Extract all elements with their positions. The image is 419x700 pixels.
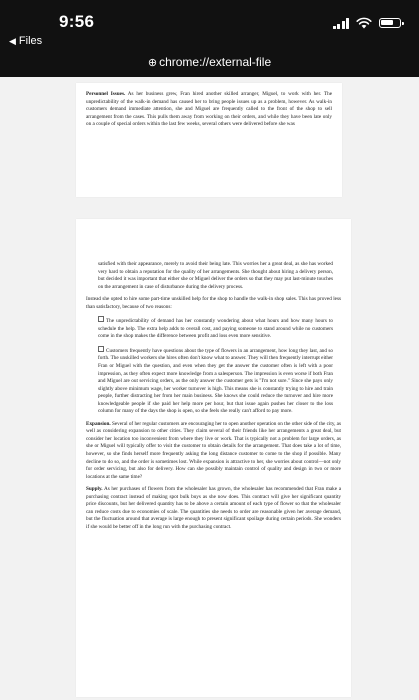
back-to-files-button[interactable] (9, 35, 42, 47)
cellular-signal-icon (333, 18, 350, 29)
paragraph-supply: Supply. As her purchases of flowers from the wholesaler has grown, the wholesaler has recommended that Fran make a purchasing contract instead of making spot bulk buys as she now does. This contract will give her significant quantity price discounts, but her delivered quantity has to be above a certain amount of each type of flower so that the wholesaler can reduce costs due to economies of scale. The quantities she needs to order are reasonable given her average demand, but the fluctuation around that average is large enough to present significant spoilage during certain periods. She wonders if she would be better off in the long run with the purchasing contract. (86, 486, 341, 530)
paragraph-expansion: Expansion. Several of her regular customers are encouraging her to open another operation on the other side of the city, as well as considering expansion to other cities. They claim several of their friends like her arrangements a great deal, but consider her location too inconvenient from where they live or work. That is typically not a problem for large orders, as she or Miguel will typically offer to visit the customer to obtain details for the arrangement. That does take a lot of time, however, so she finds herself more frequently asking the long distance customer to come to the shop if possible. Many decline to do so, and the order is sometimes lost. While expansion is attractive to her, she worries about control—not only for order servicing, but also for delivery. How can she possibly maintain control of quality and design in two or more locations at the same time? (86, 420, 342, 480)
url-text: chrome://external-file (159, 55, 272, 69)
checkbox-bullet-icon (98, 316, 104, 322)
status-icons (333, 17, 402, 29)
back-arrow-icon: ◀ (9, 35, 16, 46)
paragraph-continuation: satisfied with their appearance, merely to avoid their being late. This worries her a great deal, as she has worked very hard to obtain a reputation for the quality of her arrangements. She thought about hiring a delivery person, but decided it was important that either she or Miguel deliver the orders so that they may put last-minute touches on the arrangement in case of disturbance during the delivery process. (98, 261, 333, 290)
wifi-icon (356, 17, 372, 29)
status-and-browser-bar (0, 0, 419, 77)
status-time: 9:56 (59, 12, 95, 31)
bullet-unpredictability: The unpredictability of demand has her constantly wondering about what hours and how many hours to schedule the help. The extra help adds to overall cost, and paying someone to stand around while no customers come in the shop makes the difference between profit and loss even more sensitive. (98, 318, 333, 340)
document-viewer[interactable] (0, 77, 419, 700)
url-bar[interactable] (0, 55, 419, 69)
document-page-1 (76, 83, 342, 197)
bullet-customer-questions: Customers frequently have questions about the type of flowers in an arrangement, how long they last, and so forth. The unskilled workers she hires often don't know what to answer. They will then frequently interrupt either Fran or Miguel with the question, and even when they get the answer the customer often is left with a poor impression, as they often expect more knowledge from a salesperson. The impression is even worse if both Fran and Miguel are out servicing orders, as the only answer the customer gets is "I'm not sure." Since she pays only slightly above minimum wage, her worker turnover is high. This means she is constantly trying to hire and train people, further distracting her from her main business. She knows she could reduce the turnover and hire more knowledgeable people if she paid her help more per hour, but that issue again pushes her closer to the loss column for many of the days the shop is open, so she feels she really can't afford to pay more. (98, 347, 333, 415)
battery-icon (379, 18, 401, 28)
paragraph-part-time-help: Instead she opted to hire some part-time unskilled help for the shop to handle the walk-in shop sales. This has proved less than satisfactory, because of two reasons: (86, 296, 341, 310)
document-page-2 (76, 219, 351, 697)
paragraph-personnel-issues: Personnel Issues. As her business grew, Fran hired another skilled arranger, Miguel, to work with her. The unpredictability of the walk-in demand has caused her to bring people issues up as a problem, however. As walk-in customers demand immediate attention, she and Miguel are frequently called to the front of the shop to sell arrangement from the cases. This pulls them away from working on their orders, and while they have been late only on a couple of special orders within the last few weeks, several others were delivered before she was (86, 91, 332, 128)
globe-icon: ⊕ (147, 57, 158, 69)
checkbox-bullet-icon (98, 346, 104, 352)
back-label: Files (18, 35, 43, 47)
